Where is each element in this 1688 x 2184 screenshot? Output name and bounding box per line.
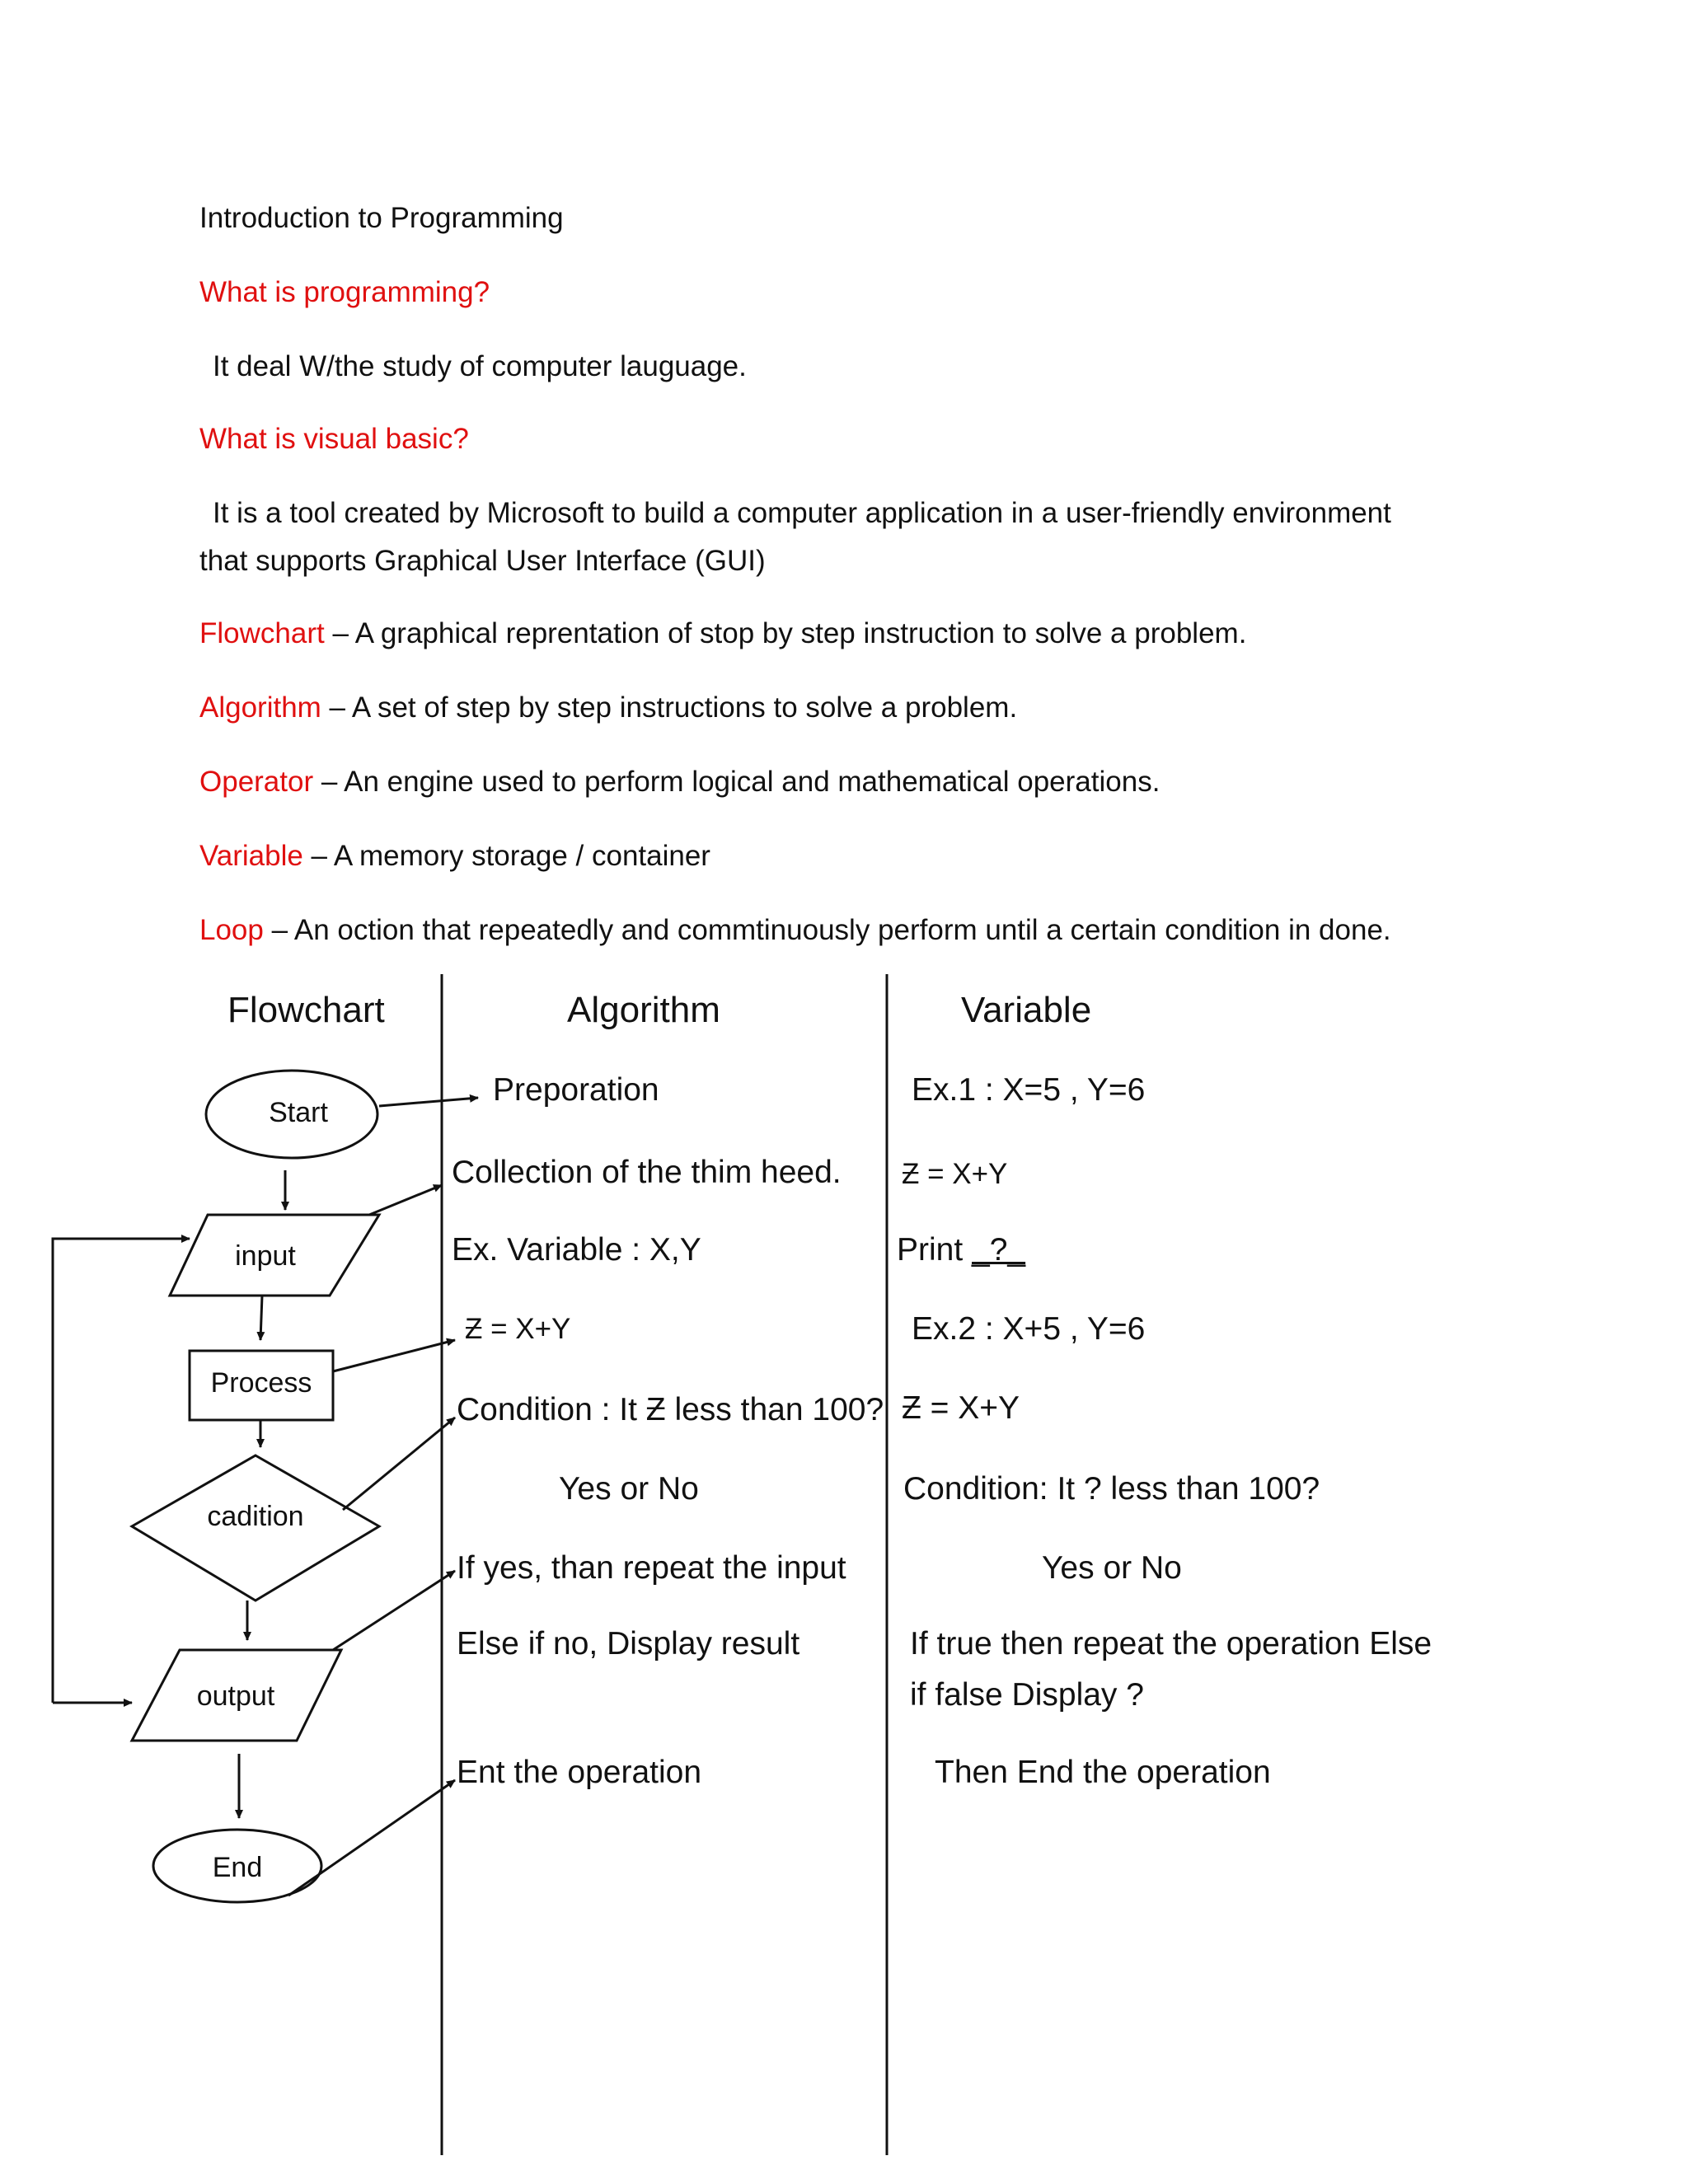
variable-example-2: Ex.2 : X+5 , Y=6 (912, 1311, 1146, 1347)
definition-term: Variable (199, 840, 303, 872)
print-value: _?_ (972, 1232, 1026, 1268)
algorithm-step: If yes, than repeat the input (457, 1550, 846, 1586)
variable-if-true-line2: if false Display ? (910, 1677, 1144, 1713)
connector-input (369, 1185, 442, 1215)
variable-then-end: Then End the operation (935, 1755, 1271, 1790)
algorithm-step: Else if no, Display result (457, 1626, 800, 1661)
definition-text: A set of step by step instructions to solve a problem. (351, 691, 1018, 724)
definition-text: An engine used to perform logical and mathematical operations. (344, 766, 1160, 798)
definition-term: Loop (199, 914, 264, 946)
algorithm-step: Ent the operation (457, 1755, 702, 1790)
algorithm-step: Collection of the thim heed. (452, 1155, 842, 1190)
variable-if-true-line1: If true then repeat the operation Else (910, 1626, 1432, 1661)
question-programming: What is programming? (199, 276, 490, 308)
connector-process (333, 1340, 455, 1371)
variable-z-formula-2: Ƶ = X+Y (902, 1390, 1020, 1426)
column-heading-flowchart: Flowchart (227, 990, 385, 1030)
input-label: input (235, 1240, 296, 1272)
connector-output (333, 1571, 455, 1650)
definition-separator: – (302, 840, 334, 872)
answer-visual-basic-line1: It is a tool created by Microsoft to build a computer application in a user-friendly environment (213, 497, 1391, 529)
definition-separator: – (324, 617, 355, 649)
algorithm-step: Yes or No (559, 1471, 699, 1507)
definition-term: Flowchart (199, 617, 325, 649)
arrow-input-process (260, 1296, 262, 1340)
algorithm-step: Condition : It Ƶ less than 100? (457, 1392, 884, 1427)
column-heading-algorithm: Algorithm (567, 990, 720, 1030)
algorithm-step: Ƶ = X+Y (465, 1313, 571, 1345)
column-heading-variable: Variable (961, 990, 1092, 1030)
variable-z-formula-1: Ƶ = X+Y (902, 1158, 1008, 1190)
connector-end (288, 1780, 455, 1896)
definition-separator: – (321, 691, 352, 724)
question-visual-basic: What is visual basic? (199, 423, 469, 455)
definition-text: An oction that repeatedly and commtinuously perform until a certain condition in done. (293, 914, 1391, 946)
page-title: Introduction to Programming (199, 202, 564, 234)
definition-term: Operator (199, 766, 314, 798)
connector-condition (343, 1418, 455, 1510)
process-label: Process (210, 1367, 312, 1399)
variable-condition: Condition: It ? less than 100? (903, 1471, 1320, 1507)
definition-text: A memory storage / container (333, 840, 710, 872)
algorithm-step: Ex. Variable : X,Y (452, 1232, 701, 1268)
variable-yes-no: Yes or No (1042, 1550, 1182, 1586)
definition-separator: – (263, 914, 294, 946)
start-label: Start (269, 1097, 328, 1128)
variable-example-1: Ex.1 : X=5 , Y=6 (912, 1072, 1146, 1108)
output-label: output (196, 1680, 275, 1712)
definition-separator: – (313, 766, 345, 798)
algorithm-step: Preporation (493, 1072, 659, 1108)
loop-back-line (53, 1239, 190, 1703)
definition-term: Algorithm (199, 691, 321, 724)
print-label: Print (897, 1232, 973, 1268)
condition-label: cadition (207, 1501, 304, 1532)
definition-text: A graphical reprentation of stop by step instruction to solve a problem. (354, 617, 1247, 649)
answer-programming: It deal W/the study of computer lauguage. (213, 350, 747, 382)
end-label: End (212, 1852, 263, 1883)
variable-print (897, 1231, 1025, 1269)
connector-start (379, 1098, 478, 1106)
answer-visual-basic-line2: that supports Graphical User Interface (GUI) (199, 545, 766, 577)
